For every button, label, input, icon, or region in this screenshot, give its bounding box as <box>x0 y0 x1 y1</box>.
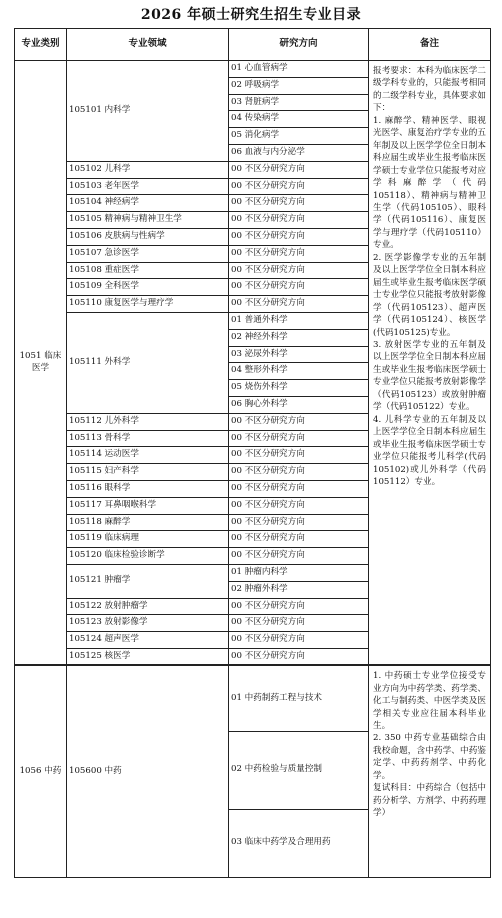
direction-cell: 04 传染病学 <box>229 111 369 128</box>
direction-cell: 03 泌尿外科学 <box>229 346 369 363</box>
field-cell: 105121 肿瘤学 <box>67 564 229 598</box>
field-cell: 105118 麻醉学 <box>67 514 229 531</box>
direction-cell: 00 不区分研究方向 <box>229 497 369 514</box>
field-cell: 105105 精神病与精神卫生学 <box>67 212 229 229</box>
field-cell: 105116 眼科学 <box>67 480 229 497</box>
catalog-table <box>14 28 491 878</box>
notes-cell <box>369 61 491 666</box>
direction-cell: 01 中药制药工程与技术 <box>229 665 369 731</box>
direction-cell: 00 不区分研究方向 <box>229 161 369 178</box>
field-cell: 105124 超声医学 <box>67 632 229 649</box>
field-cell: 105117 耳鼻咽喉科学 <box>67 497 229 514</box>
field-cell: 105102 儿科学 <box>67 161 229 178</box>
field-cell: 105104 神经病学 <box>67 195 229 212</box>
field-cell: 105108 重症医学 <box>67 262 229 279</box>
direction-cell: 00 不区分研究方向 <box>229 262 369 279</box>
direction-cell: 00 不区分研究方向 <box>229 178 369 195</box>
field-cell: 105600 中药 <box>67 665 229 877</box>
category-cell: 1051 临床医学 <box>15 61 67 666</box>
direction-cell: 03 临床中药学及合理用药 <box>229 809 369 877</box>
note-paragraph: 报考要求：本科为临床医学二级学科专业的，只能报考相同的二级学科专业，具体要求如下： <box>373 66 486 114</box>
note-paragraph: 1. 中药硕士专业学位接受专业方向为中药学类、药学类、化工与制药类、中医学类及医学相关专业应往届本科毕业生。 <box>373 671 486 731</box>
direction-cell: 02 呼吸病学 <box>229 77 369 94</box>
note-paragraph: 复试科目：中药综合（包括中药分析学、方剂学、中药药理学） <box>373 783 486 819</box>
page-title: 2026 年硕士研究生招生专业目录 <box>140 7 362 23</box>
header-category: 专业类别 <box>15 29 67 61</box>
direction-cell: 00 不区分研究方向 <box>229 615 369 632</box>
direction-cell: 03 肾脏病学 <box>229 94 369 111</box>
direction-cell: 00 不区分研究方向 <box>229 514 369 531</box>
field-cell: 105114 运动医学 <box>67 447 229 464</box>
field-cell: 105112 儿外科学 <box>67 413 229 430</box>
direction-cell: 00 不区分研究方向 <box>229 447 369 464</box>
note-paragraph: 2. 350 中药专业基础综合由我校命题，含中药学、中药鉴定学、中药药剂学、中药化学。 <box>373 733 486 781</box>
field-cell: 105101 内科学 <box>67 61 229 162</box>
direction-cell: 00 不区分研究方向 <box>229 548 369 565</box>
direction-cell: 02 神经外科学 <box>229 329 369 346</box>
direction-cell: 00 不区分研究方向 <box>229 212 369 229</box>
field-cell: 105120 临床检验诊断学 <box>67 548 229 565</box>
field-cell: 105107 急诊医学 <box>67 245 229 262</box>
note-paragraph: 2. 医学影像学专业的五年制及以上医学学位全日制本科应届生或毕业生报考临床医学硕士专业学位只能报考放射影像学（代码105123）、超声医学（代码105124）、核医学(代码105125)专业。 <box>373 252 486 338</box>
note-paragraph: 3. 放射医学专业的五年制及以上医学学位全日制本科应届生或毕业生报考临床医学硕士专业学位只能报考放射影像学（代码105123）或放射肿瘤学（代码105122）专业。 <box>373 339 486 413</box>
direction-cell: 00 不区分研究方向 <box>229 531 369 548</box>
header-notes: 备注 <box>369 29 491 61</box>
direction-cell: 01 普通外科学 <box>229 312 369 329</box>
header-field: 专业领域 <box>67 29 229 61</box>
category-cell: 1056 中药 <box>15 665 67 877</box>
direction-cell: 02 中药检验与质量控制 <box>229 731 369 809</box>
field-cell: 105115 妇产科学 <box>67 464 229 481</box>
direction-cell: 04 整形外科学 <box>229 363 369 380</box>
field-cell: 105106 皮肤病与性病学 <box>67 228 229 245</box>
direction-cell: 00 不区分研究方向 <box>229 228 369 245</box>
direction-cell: 00 不区分研究方向 <box>229 648 369 665</box>
note-paragraph: 4. 儿科学专业的五年制及以上医学学位全日制本科应届生或毕业生报考临床医学硕士专业学位只能报考儿科学(代码105102)或儿外科学（代码105112）专业。 <box>373 414 486 487</box>
field-cell: 105109 全科医学 <box>67 279 229 296</box>
direction-cell: 01 心血管病学 <box>229 61 369 78</box>
field-cell: 105123 放射影像学 <box>67 615 229 632</box>
direction-cell: 01 肿瘤内科学 <box>229 564 369 581</box>
header-row <box>15 29 491 61</box>
direction-cell: 00 不区分研究方向 <box>229 245 369 262</box>
direction-cell: 02 肿瘤外科学 <box>229 581 369 598</box>
table-row <box>15 665 491 731</box>
direction-cell: 00 不区分研究方向 <box>229 464 369 481</box>
field-cell: 105103 老年医学 <box>67 178 229 195</box>
field-cell: 105110 康复医学与理疗学 <box>67 296 229 313</box>
field-cell: 105125 核医学 <box>67 648 229 665</box>
direction-cell: 00 不区分研究方向 <box>229 598 369 615</box>
notes-cell <box>369 665 491 877</box>
header-direction: 研究方向 <box>229 29 369 61</box>
direction-cell: 06 胸心外科学 <box>229 396 369 413</box>
direction-cell: 00 不区分研究方向 <box>229 195 369 212</box>
direction-cell: 06 血液与内分泌学 <box>229 144 369 161</box>
direction-cell: 00 不区分研究方向 <box>229 279 369 296</box>
field-cell: 105122 放射肿瘤学 <box>67 598 229 615</box>
direction-cell: 00 不区分研究方向 <box>229 632 369 649</box>
field-cell: 105119 临床病理 <box>67 531 229 548</box>
direction-cell: 00 不区分研究方向 <box>229 296 369 313</box>
note-paragraph: 1. 麻醉学、精神医学、眼视光医学、康复治疗学专业的五年制及以上医学学位全日制本科应届生或毕业生报考临床医学硕士专业学位只能报考对应学科麻醉学（代码105118）、精神病与精神卫生学（代码105105）、眼科学（代码105116）、康复医学与理疗学（代码105110）专业。 <box>373 115 486 251</box>
direction-cell: 00 不区分研究方向 <box>229 413 369 430</box>
clinical-section <box>15 61 491 666</box>
tcm-section <box>15 665 491 877</box>
field-cell: 105111 外科学 <box>67 312 229 413</box>
field-cell: 105113 骨科学 <box>67 430 229 447</box>
direction-cell: 00 不区分研究方向 <box>229 480 369 497</box>
direction-cell: 00 不区分研究方向 <box>229 430 369 447</box>
direction-cell: 05 烧伤外科学 <box>229 380 369 397</box>
table-row <box>15 61 491 78</box>
direction-cell: 05 消化病学 <box>229 128 369 145</box>
